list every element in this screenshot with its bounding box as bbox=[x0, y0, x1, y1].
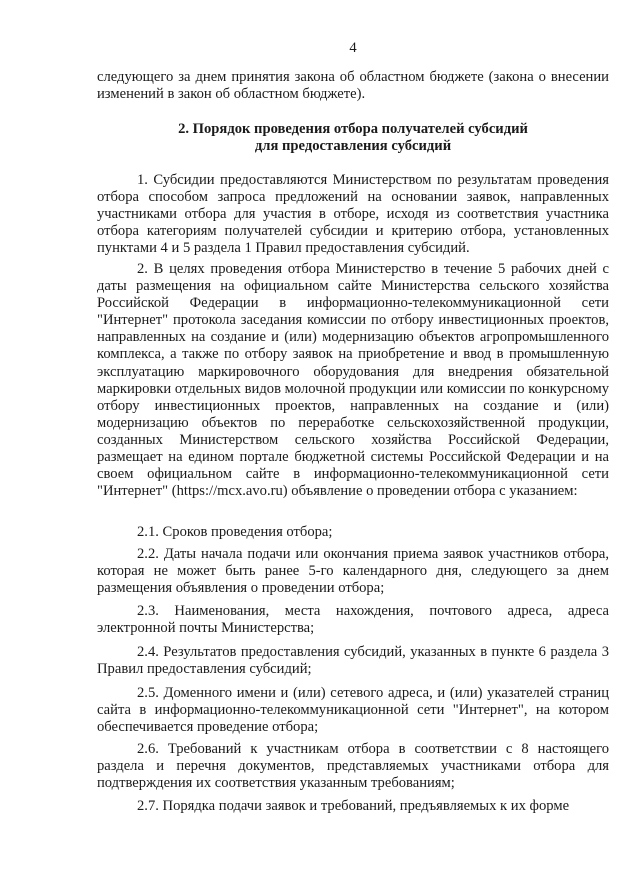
subitem-2-7: 2.7. Порядка подачи заявок и требований, предъявляемых к их форме bbox=[137, 798, 570, 814]
section-heading-line-1: 2. Порядок проведения отбора получателей субсидий bbox=[178, 121, 528, 137]
subitem-2-3: 2.3. Наименования, места нахождения, почтового адреса, адреса электронной почты Министерства; bbox=[97, 603, 609, 637]
intro-paragraph: следующего за днем принятия закона об областном бюджете (закона о внесении изменений в закон об областном бюджете). bbox=[97, 69, 609, 103]
subitem-2-1: 2.1. Сроков проведения отбора; bbox=[137, 524, 333, 540]
paragraph-2: 2. В целях проведения отбора Министерство в течение 5 рабочих дней с даты размещения на официальном сайте Министерства сельского хозяйства Российской Федерации в информационно-телекоммуникационной сети "Интернет" протокола заседания комиссии по отбору инвестиционных проектов, направленных на создание и (или) модернизацию объектов агропромышленного комплекса, а также по отбору заявок на приобретение и ввод в промышленную эксплуатацию маркировочного оборудования для внедрения обязательной маркировки отдельных видов молочной продукции или комиссии по конкурсному отбору инвестиционных проектов, направленных на создание и (или) модернизацию объектов по переработке сельскохозяйственной продукции, созданных Министерством сельского хозяйства Российской Федерации, размещает на едином портале бюджетной системы Российской Федерации и на своем официальном сайте в информационно-телекоммуникационной сети "Интернет" (https://mcx.avo.ru) объявление о проведении отбора с указанием: bbox=[97, 261, 609, 500]
section-heading bbox=[97, 121, 609, 155]
section-heading-line-2: для предоставления субсидий bbox=[254, 138, 452, 155]
subitem-2-6: 2.6. Требований к участникам отбора в соответствии с 8 настоящего раздела и перечня документов, представляемых участниками отбора для подтверждения их соответствия указанным требованиям; bbox=[97, 741, 609, 792]
subitem-2-4: 2.4. Результатов предоставления субсидий, указанных в пункте 6 раздела 3 Правил предоставления субсидий; bbox=[97, 644, 609, 678]
subitem-2-5: 2.5. Доменного имени и (или) сетевого адреса, и (или) указателей страниц сайта в информационно-телекоммуникационной сети "Интернет", на котором обеспечивается проведение отбора; bbox=[97, 685, 609, 736]
page-number: 4 bbox=[349, 40, 357, 56]
paragraph-1: 1. Субсидии предоставляются Министерством по результатам проведения отбора способом запроса предложений на основании заявок, направленных участниками отбора для участия в отборе, исходя из соответствия участника отбора категориям получателей субсидии и критерию отбора, установленных пунктами 4 и 5 раздела 1 Правил предоставления субсидий. bbox=[97, 172, 609, 257]
subitem-2-2: 2.2. Даты начала подачи или окончания приема заявок участников отбора, которая не может быть ранее 5-го календарного дня, следующего за днем размещения объявления о проведении отбора; bbox=[97, 546, 609, 597]
